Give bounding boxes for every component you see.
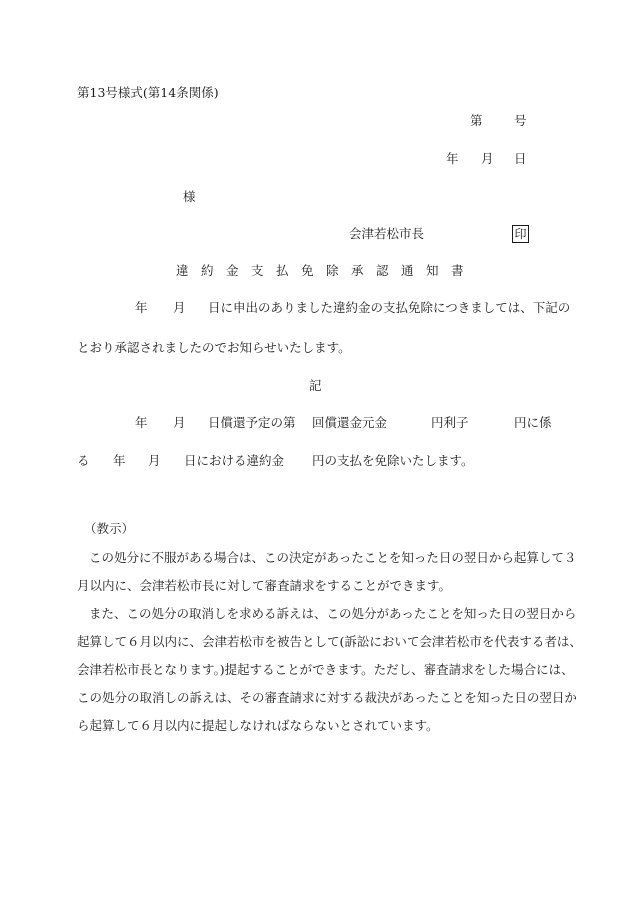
detail-ru: る xyxy=(77,453,90,468)
notice-line: また、この処分の取消しを求める訴えは、この処分があったことを知った日の翌日から xyxy=(89,606,577,621)
detail-kai: 回償還金元金 xyxy=(312,415,388,430)
body-line1: 日に申出のありました違約金の支払免除につきましては、下記の xyxy=(208,300,571,315)
detail-year-2: 年 xyxy=(113,453,126,468)
date-day: 日 xyxy=(514,151,527,166)
date-month: 月 xyxy=(481,151,494,166)
form-header: 第13号様式(第14条関係) xyxy=(77,85,219,100)
detail-en-rishi: 円利子 xyxy=(431,415,469,430)
detail-repay-prefix: 日償還予定の第 xyxy=(208,415,296,430)
doc-number-dai: 第 xyxy=(470,113,483,128)
seal-mark: 印 xyxy=(512,225,529,243)
addressee-sama: 様 xyxy=(183,189,196,204)
issuer-name: 会津若松市長 xyxy=(349,226,425,241)
detail-month: 月 xyxy=(173,415,186,430)
notice-line: 起算して６月以内に、会津若松市を被告として(訴訟において会津若松市を代表する者は、 xyxy=(77,634,582,649)
date-year: 年 xyxy=(446,151,459,166)
detail-en-ni-kakaru: 円に係 xyxy=(514,415,552,430)
detail-closing: 円の支払を免除いたします。 xyxy=(312,453,474,468)
doc-number-go: 号 xyxy=(514,113,527,128)
notice-line: この処分に不服がある場合は、この決定があったことを知った日の翌日から起算して３ xyxy=(89,550,577,565)
detail-month-2: 月 xyxy=(148,453,161,468)
notice-line: ら起算して６月以内に提起しなければならないとされています。 xyxy=(77,718,439,733)
ki-marker: 記 xyxy=(309,378,322,393)
body-month: 月 xyxy=(173,300,186,315)
notice-line: 月以内に、会津若松市長に対して審査請求をすることができます。 xyxy=(77,578,452,593)
notice-line: この処分の取消しの訴えは、その審査請求に対する裁決があったことを知った日の翌日か xyxy=(77,690,577,705)
notice-line: 会津若松市長となります。)提起することができます。ただし、審査請求をした場合には、 xyxy=(77,662,574,677)
notice-heading: （教示） xyxy=(84,521,135,536)
detail-ni-okeru: 日における違約金 xyxy=(184,453,285,468)
body-year: 年 xyxy=(135,300,148,315)
body-line2: とおり承認されましたのでお知らせいたします。 xyxy=(77,340,351,355)
document-title: 違 約 金 支 払 免 除 承 認 通 知 書 xyxy=(176,263,464,278)
detail-year: 年 xyxy=(135,415,148,430)
